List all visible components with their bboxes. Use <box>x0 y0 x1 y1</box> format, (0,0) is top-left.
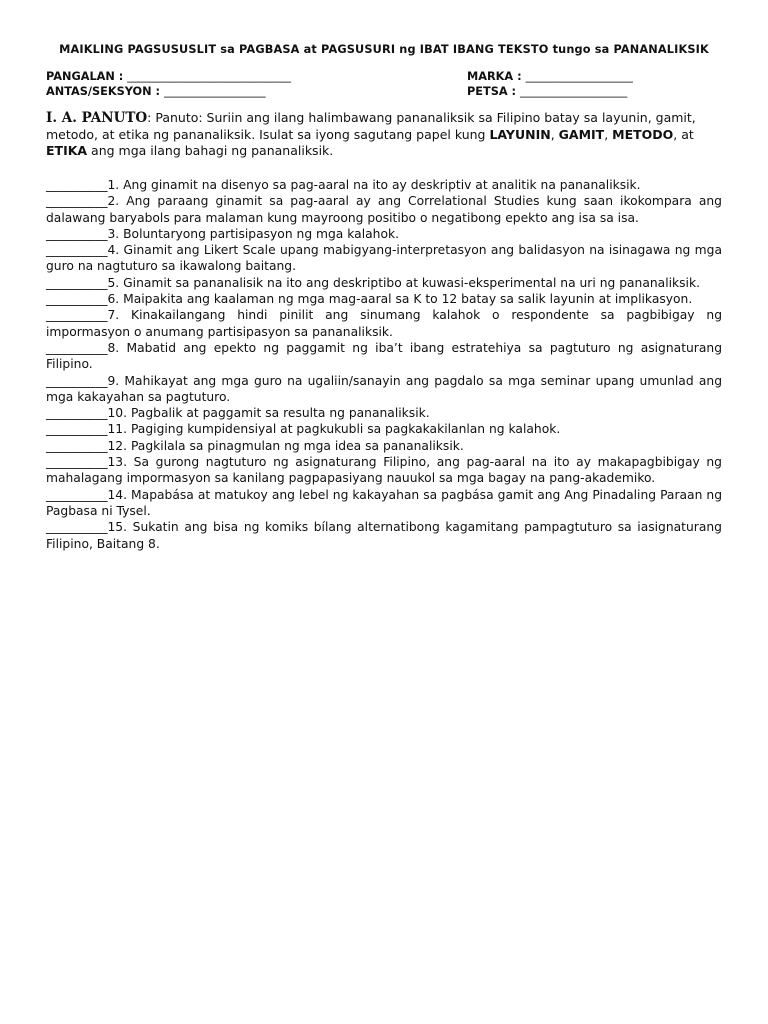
date-field <box>467 85 627 98</box>
question-item <box>46 307 722 340</box>
question-list <box>46 177 722 552</box>
instructions-paragraph <box>46 110 726 160</box>
keyword-gamit: GAMIT <box>558 126 605 142</box>
question-text: 11. Pagiging kumpidensiyal at pagkukubli sa pagkakakilanlan ng kalahok. <box>107 422 561 437</box>
question-item <box>46 242 722 275</box>
answer-blank: __________ <box>46 275 108 290</box>
question-item <box>46 275 722 291</box>
question-item <box>46 405 722 421</box>
score-field <box>467 70 633 83</box>
score-label: MARKA : <box>467 70 526 83</box>
question-item <box>46 291 722 307</box>
instructions-sep-2: , <box>604 126 613 142</box>
question-text: 6. Maipakita ang kaalaman ng mga mag-aaral sa K to 12 batay sa salik layunin at implikasyon. <box>107 292 693 307</box>
question-item <box>46 519 722 552</box>
answer-blank: __________ <box>46 292 108 307</box>
question-text: 14. Mapabása at matukoy ang lebel ng kakayahan sa pagbása gamit ang Ang Pinadaling Paraan ng Pagbasa ni Tysel. <box>46 487 722 518</box>
question-item <box>46 340 722 373</box>
answer-blank: __________ <box>46 455 108 470</box>
question-item <box>46 193 722 226</box>
question-text: 15. Sukatin ang bisa ng komiks bílang alternatibong kagamitang pampagtuturo sa iasignaturang Filipino, Baitang 8. <box>46 520 722 551</box>
question-text: 13. Sa gurong nagtuturo ng asignaturang Filipino, ang pag-aaral na ito ay makapagbibigay ng mahalagang impormasyon sa kanilang pagpapasiyang nauukol sa mga bagay na pang-akademiko. <box>46 455 722 486</box>
keyword-metodo: METODO <box>612 126 674 142</box>
instructions-text-1: : Panuto: Suriin ang ilang halimbawang pananaliksik sa Filipino batay sa layunin, gamit, metodo, at etika ng pananaliksik. Isulat sa iyong sagutang papel kung <box>46 110 696 142</box>
answer-blank: __________ <box>46 406 108 421</box>
question-text: 7. Kinakailangang hindi pinilit ang sinumang kalahok o respondente sa pagbibigay ng impormasyon o anumang partisipasyon sa pananaliksik. <box>46 308 722 339</box>
answer-blank: __________ <box>46 194 108 209</box>
name-blank: _____________________________ <box>127 70 292 83</box>
section-heading: I. A. PANUTO <box>46 110 148 126</box>
section-label: ANTAS/SEKSYON : <box>46 85 164 98</box>
answer-blank: __________ <box>46 438 108 453</box>
question-text: 10. Pagbalik at paggamit sa resulta ng pananaliksik. <box>107 406 430 421</box>
question-text: 8. Mabatid ang epekto ng paggamit ng iba’t ibang estratehiya sa pagtuturo ng asignaturang Filipino. <box>46 340 722 372</box>
date-label: PETSA : <box>467 85 520 98</box>
document-title: MAIKLING PAGSUSUSLIT sa PAGBASA at PAGSUSURI ng IBAT IBANG TEKSTO tungo sa PANANALIKSIK <box>59 43 709 56</box>
question-item <box>46 226 722 242</box>
question-text: 2. Ang paraang ginamit sa pag-aaral ay ang Correlational Studies kung saan ikokompara ang dalawang baryabols para malaman kung mayroong positibo o negatibong epekto ang isa sa isa. <box>46 194 722 225</box>
question-item <box>46 454 722 487</box>
instructions-text-2: ang mga ilang bahagi ng pananaliksik. <box>87 143 334 158</box>
answer-blank: __________ <box>46 487 108 502</box>
question-item <box>46 177 722 193</box>
question-text: 3. Boluntaryong partisipasyon ng mga kalahok. <box>107 226 399 241</box>
date-blank: ___________________ <box>519 85 628 98</box>
question-text: 1. Ang ginamit na disenyo sa pag-aaral na ito ay deskriptiv at analitik na pananaliksik. <box>107 178 641 192</box>
answer-blank: __________ <box>46 340 108 355</box>
question-item <box>46 373 722 406</box>
name-field <box>46 70 291 83</box>
instructions-sep-3: , at <box>673 126 694 142</box>
answer-blank: __________ <box>46 520 108 535</box>
answer-blank: __________ <box>46 422 108 437</box>
instructions-sep-1: , <box>550 126 559 142</box>
section-field <box>46 85 266 98</box>
question-item <box>46 421 722 437</box>
question-item <box>46 487 722 520</box>
question-text: 9. Mahikayat ang mga guro na ugaliin/sanayin ang pagdalo sa mga seminar upang umunlad ang mga kakayahan sa pagtuturo. <box>46 373 722 404</box>
keyword-etika: ETIKA <box>46 143 88 158</box>
question-text: 5. Ginamit sa pananalisik na ito ang deskriptibo at kuwasi-eksperimental na uri ng pananaliksik. <box>107 275 701 290</box>
answer-blank: __________ <box>46 178 108 192</box>
keyword-layunin: LAYUNIN <box>489 126 551 142</box>
question-text: 12. Pagkilala sa pinagmulan ng mga idea sa pananaliksik. <box>107 438 464 453</box>
answer-blank: __________ <box>46 243 108 258</box>
section-blank: __________________ <box>164 85 266 98</box>
question-item <box>46 438 722 454</box>
answer-blank: __________ <box>46 308 108 323</box>
answer-blank: __________ <box>46 373 108 388</box>
answer-blank: __________ <box>46 226 108 241</box>
name-label: PANGALAN : <box>46 70 128 83</box>
question-text: 4. Ginamit ang Likert Scale upang mabigyang-interpretasyon ang balidasyon na isinagawa ng mga guro na nagtuturo sa ikawalong baitang. <box>46 243 722 274</box>
score-blank: ___________________ <box>525 70 633 83</box>
